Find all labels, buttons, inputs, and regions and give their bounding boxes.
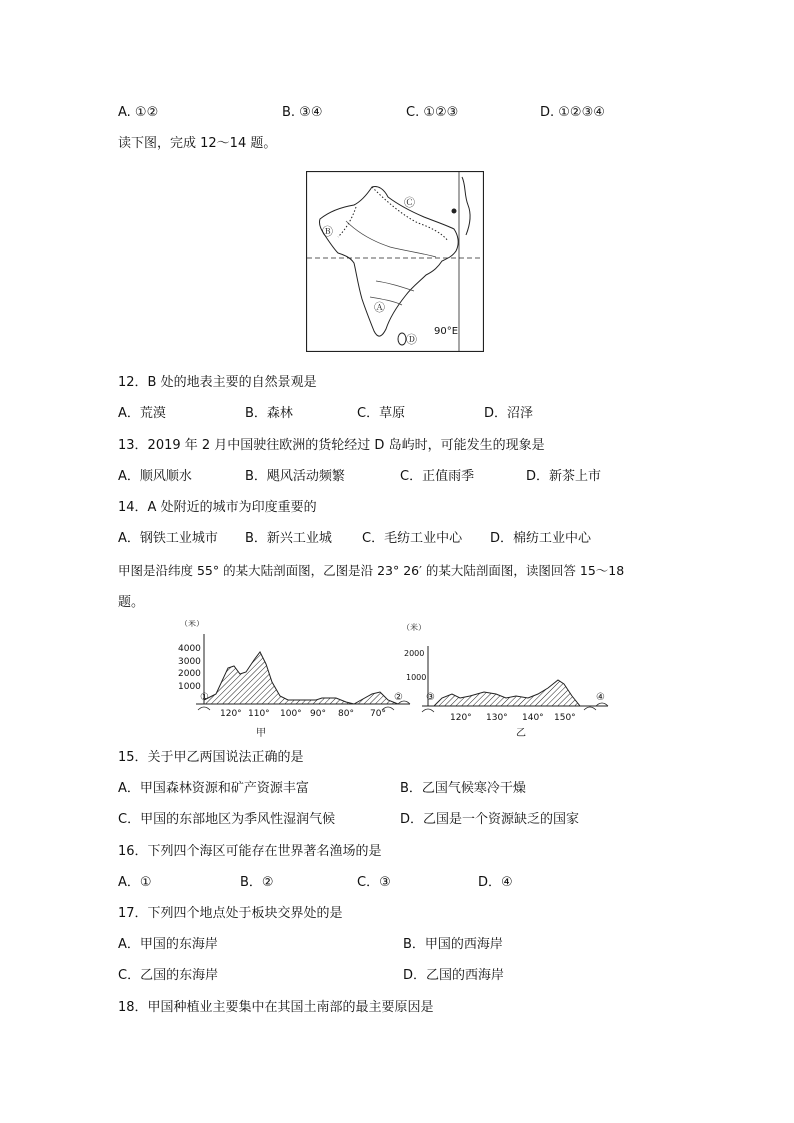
- profile-yi: [398, 622, 614, 740]
- jia-xtick-2: 100°: [280, 709, 302, 719]
- map-label-c: Ⓒ: [404, 196, 415, 209]
- profile-jia: [176, 620, 416, 740]
- yi-xtick-0: 120°: [450, 713, 472, 723]
- intro-15-18-line2: 题。: [118, 595, 145, 610]
- q15-option-b: B．乙国气候寒冷干燥: [400, 781, 526, 796]
- q13-option-b: B．飓风活动频繁: [245, 469, 345, 484]
- jia-unit: （米）: [180, 620, 204, 628]
- q15-option-a: A．甲国森林资源和矿产资源丰富: [118, 781, 309, 796]
- q11-option-b: B. ③④: [282, 105, 323, 120]
- map-label-a: Ⓐ: [374, 301, 385, 314]
- q13-option-d: D．新茶上市: [526, 469, 602, 484]
- q14-option-b: B．新兴工业城: [245, 531, 332, 546]
- q17-option-d: D．乙国的西海岸: [403, 968, 505, 983]
- q18-stem: 18．甲国种植业主要集中在其国土南部的最主要原因是: [118, 1000, 434, 1015]
- jia-xtick-5: 70°: [370, 709, 386, 719]
- q17-option-b: B．甲国的西海岸: [403, 937, 503, 952]
- map-label-d: Ⓓ: [406, 333, 417, 346]
- q11-option-a: A. ①②: [118, 105, 159, 120]
- jia-xtick-1: 110°: [248, 709, 270, 719]
- q14-stem: 14．A 处附近的城市为印度重要的: [118, 500, 317, 515]
- q11-option-c: C. ①②③: [406, 105, 459, 120]
- q14-option-a: A．钢铁工业城市: [118, 531, 218, 546]
- yi-end-4: ④: [596, 692, 605, 703]
- jia-caption: 甲: [256, 728, 266, 739]
- q17-stem: 17．下列四个地点处于板块交界处的是: [118, 906, 343, 921]
- q15-stem: 15．关于甲乙两国说法正确的是: [118, 750, 304, 765]
- yi-end-3: ③: [426, 692, 435, 703]
- q12-option-c: C．草原: [357, 406, 406, 421]
- q15-option-c: C．甲国的东部地区为季风性湿润气候: [118, 812, 336, 827]
- longitude-label: 90°E: [434, 326, 459, 337]
- jia-xtick-3: 90°: [310, 709, 326, 719]
- yi-ytick-2000: 2000: [404, 649, 425, 658]
- jia-ytick-2000: 2000: [178, 669, 201, 679]
- yi-ytick-1000: 1000: [406, 673, 427, 682]
- yi-xtick-3: 150°: [554, 713, 576, 723]
- q13-option-a: A．顺风顺水: [118, 469, 192, 484]
- q17-option-c: C．乙国的东海岸: [118, 968, 219, 983]
- jia-ytick-3000: 3000: [178, 657, 201, 667]
- q12-stem: 12．B 处的地表主要的自然景观是: [118, 375, 317, 390]
- yi-xtick-2: 140°: [522, 713, 544, 723]
- q13-option-c: C．正值雨季: [400, 469, 475, 484]
- q14-option-d: D．棉纺工业中心: [490, 531, 592, 546]
- q14-option-c: C．毛纺工业中心: [362, 531, 463, 546]
- jia-xtick-4: 80°: [338, 709, 354, 719]
- q16-option-a: A．①: [118, 875, 152, 890]
- q16-option-c: C．③: [357, 875, 391, 890]
- jia-xtick-0: 120°: [220, 709, 242, 719]
- intro-12-14: 读下图，完成 12～14 题。: [118, 136, 277, 151]
- intro-15-18-line1: 甲图是沿纬度 55° 的某大陆剖面图，乙图是沿 23° 26′ 的某大陆剖面图，读图回答 15～18: [118, 563, 625, 578]
- yi-unit: （米）: [402, 623, 426, 632]
- yi-xtick-1: 130°: [486, 713, 508, 723]
- q16-stem: 16．下列四个海区可能存在世界著名渔场的是: [118, 844, 382, 859]
- q11-option-d: D. ①②③④: [540, 105, 605, 120]
- jia-end-2: ②: [394, 692, 403, 703]
- q16-option-b: B．②: [240, 875, 274, 890]
- yi-caption: 乙: [516, 728, 526, 739]
- map-label-b: Ⓑ: [322, 225, 333, 238]
- jia-end-1: ①: [200, 692, 209, 703]
- q17-option-a: A．甲国的东海岸: [118, 937, 218, 952]
- jia-ytick-4000: 4000: [178, 644, 201, 654]
- q15-option-d: D．乙国是一个资源缺乏的国家: [400, 812, 580, 827]
- q12-option-b: B．森林: [245, 406, 293, 421]
- q12-option-a: A．荒漠: [118, 406, 166, 421]
- q13-stem: 13．2019 年 2 月中国驶往欧洲的货轮经过 D 岛屿时，可能发生的现象是: [118, 438, 545, 453]
- jia-ytick-1000: 1000: [178, 682, 201, 692]
- india-map: [306, 171, 484, 352]
- q16-option-d: D．④: [478, 875, 513, 890]
- q12-option-d: D．沼泽: [484, 406, 534, 421]
